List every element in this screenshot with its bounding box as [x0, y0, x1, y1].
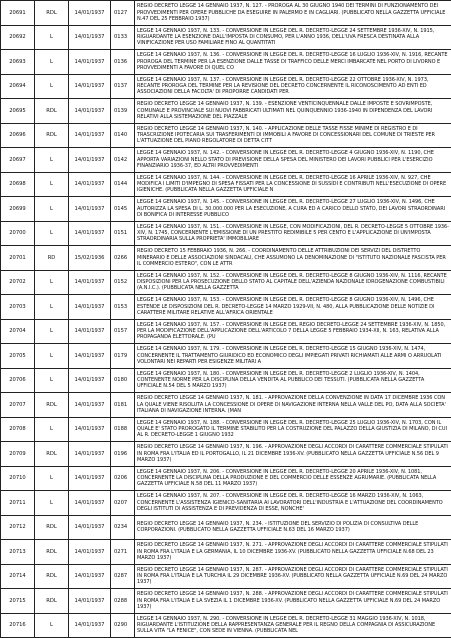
- act-number-cell: 20702: [1, 270, 35, 295]
- act-description-cell: [135, 466, 451, 491]
- act-page-cell: 0206: [111, 466, 135, 491]
- act-page-cell: 0181: [111, 393, 135, 418]
- act-description-text: LEGGE 14 GENNAIO 1937, N. 206. - CONVERSIONE IN LEGGE DEL R. DECRETO-LEGGE 20 APRILE 1936-XIV, N. 1081, CONCERNENTE LA DISCIPLINA DELLA PRODUZIONE E DEL COMMERCIO DELLE ESSENZE AGRUMARIE. (PUBBLICATA NELLA GAZZETTA UFFICIALE N.58 DEL 11 MARZO 1937): [137, 469, 449, 488]
- act-description-cell: [135, 344, 451, 369]
- act-description-cell: [135, 25, 451, 50]
- act-date-cell: 14/01/1937: [69, 197, 111, 222]
- act-number-cell: 20696: [1, 123, 35, 148]
- act-page-cell: 0288: [111, 589, 135, 614]
- act-page-cell: 0152: [111, 270, 135, 295]
- act-description-cell: [135, 417, 451, 442]
- act-number-cell: 20714: [1, 564, 35, 589]
- act-page-cell: 0179: [111, 344, 135, 369]
- table-row: [1, 221, 451, 246]
- act-description-text: LEGGE 14 GENNAIO 1937, N. 153. - CONVERSIONE IN LEGGE DEL R. DECRETO-LEGGE 8 GIUGNO 1936-XIV, N. 1496, CHE ESTENDE LE DISPOSIZIONI DEL R. DECRETO-LEGGE 14 MARZO 1929-VII, N. 480, ALLA PUBBLICAZIONE DELLE NOTIZIE DI CARATTERE MILITARE RELATIVE ALL'AFRICA ORIENTALE: [137, 297, 449, 316]
- act-type-cell: RDL: [35, 442, 69, 467]
- act-page-cell: 0136: [111, 50, 135, 75]
- act-number-cell: 20705: [1, 344, 35, 369]
- act-number-cell: 20707: [1, 393, 35, 418]
- act-date-cell: 14/01/1937: [69, 589, 111, 614]
- table-row: [1, 344, 451, 369]
- act-type-cell: L: [35, 466, 69, 491]
- act-number-cell: 20699: [1, 197, 35, 222]
- act-page-cell: 0157: [111, 319, 135, 344]
- act-date-cell: 14/01/1937: [69, 393, 111, 418]
- act-description-text: LEGGE 14 GENNAIO 1937, N. 152. - CONVERSIONE IN LEGGE DEL R. DECRETO-LEGGE 8 GIUGNO 1936-XIV, N. 1116, RECANTE DISPOSIZIONI PER LA PROSECUZIONE DELLO STATO AL CAPITALE DELL'AZIENDA NAZIONALE IDROGENAZIONE COMBUSTIBILI (A.N.I.C.). (PUBBLICATA NELLA GAZZETTA: [137, 273, 449, 292]
- act-type-cell: RDL: [35, 1, 69, 26]
- act-page-cell: 0234: [111, 515, 135, 540]
- act-date-cell: 14/01/1937: [69, 319, 111, 344]
- act-number-cell: 20701: [1, 246, 35, 271]
- act-type-cell: RDL: [35, 123, 69, 148]
- act-description-cell: [135, 172, 451, 197]
- act-description-cell: [135, 491, 451, 516]
- act-page-cell: 0145: [111, 197, 135, 222]
- table-row: [1, 589, 451, 614]
- act-page-cell: 0133: [111, 25, 135, 50]
- table-row: [1, 172, 451, 197]
- table-row: [1, 564, 451, 589]
- table-row: [1, 99, 451, 124]
- act-description-cell: [135, 540, 451, 565]
- act-type-cell: RD: [35, 246, 69, 271]
- act-type-cell: L: [35, 50, 69, 75]
- act-type-cell: L: [35, 172, 69, 197]
- table-row: [1, 491, 451, 516]
- act-page-cell: 0207: [111, 491, 135, 516]
- act-description-cell: [135, 295, 451, 320]
- table-row: [1, 295, 451, 320]
- act-number-cell: 20694: [1, 74, 35, 99]
- act-description-cell: [135, 99, 451, 124]
- act-number-cell: 20693: [1, 50, 35, 75]
- table-row: [1, 417, 451, 442]
- act-description-cell: [135, 74, 451, 99]
- act-description-cell: [135, 246, 451, 271]
- act-page-cell: 0140: [111, 123, 135, 148]
- table-row: [1, 50, 451, 75]
- act-type-cell: L: [35, 344, 69, 369]
- act-description-cell: [135, 123, 451, 148]
- act-number-cell: 20708: [1, 417, 35, 442]
- act-page-cell: 0137: [111, 74, 135, 99]
- act-date-cell: 14/01/1937: [69, 270, 111, 295]
- act-type-cell: L: [35, 25, 69, 50]
- act-type-cell: L: [35, 491, 69, 516]
- act-date-cell: 14/01/1937: [69, 148, 111, 173]
- table-row: [1, 74, 451, 99]
- act-type-cell: RDL: [35, 540, 69, 565]
- act-date-cell: 14/01/1937: [69, 515, 111, 540]
- act-description-text: LEGGE 14 GENNAIO 1937, N. 133. - CONVERSIONE IN LEGGE DEL R. DECRETO-LEGGE 24 SETTEMBRE 1936-XIV, N. 1915, RIGUARDANTE LA ESENZIONE DALL'IMPOSTA DI CONSUMO, PER L'ANNO 1936, DELL'UVA FRESCA DESTINATA ALLA VINIFICAZIONE PER USO FAMILIARE FINO AL QUANTITATI: [137, 28, 449, 47]
- act-number-cell: 20704: [1, 319, 35, 344]
- act-description-text: REGIO DECRETO LEGGE 14 GENNAIO 1937, N. 288. - APPROVAZIONE DEGLI ACCORDI DI CARATTERE COMMERCIALE STIPULATI IN ROMA FRA L'ITALIA E LA SVEZIA IL 1 DICEMBRE 1936-XV. (PUBBLICATO NELLA GAZZETTA UFFICIALE N.69 DEL 24 MARZO 1937): [137, 591, 449, 610]
- act-type-cell: L: [35, 319, 69, 344]
- table-row: [1, 270, 451, 295]
- table-row: [1, 246, 451, 271]
- act-page-cell: 0180: [111, 368, 135, 393]
- act-page-cell: 0287: [111, 564, 135, 589]
- act-description-cell: [135, 515, 451, 540]
- act-description-cell: [135, 50, 451, 75]
- table-row: [1, 540, 451, 565]
- act-type-cell: L: [35, 148, 69, 173]
- act-description-cell: [135, 1, 451, 26]
- act-number-cell: 20700: [1, 221, 35, 246]
- act-description-text: LEGGE 14 GENNAIO 1937, N. 151. - CONVERSIONE IN LEGGE, CON MODIFICAZIONI, DEL R. DECRETO-LEGGE 5 OTTOBRE 1936-XIV, N. 1745, CONCERNENTE L'EMISSIONE DI UN PRESTITO REDIMIBILE 5 PER CENTO E L'APPLICAZIONE DI UN'IMPOSTA STRAORDINARIA SULLA PROPRIETA' IMMOBILIARE: [137, 224, 449, 243]
- act-type-cell: RDL: [35, 589, 69, 614]
- table-row: [1, 197, 451, 222]
- act-type-cell: L: [35, 74, 69, 99]
- act-description-text: LEGGE 14 GENNAIO 1937, N. 188. - CONVERSIONE IN LEGGE DEL R. DECRETO-LEGGE 25 LUGLIO 1936-XIV, N. 1703, CON IL QUALE E' STATO PROROGATO IL TERMINE STABILITO PER LA COSTRUZIONE DEL PALAZZO DELLA GIUSTIZIA DI MILANO, DI CUI AL R. DECRETO-LEGGE 1 GIUGNO 1932: [137, 420, 449, 439]
- act-date-cell: 14/01/1937: [69, 344, 111, 369]
- act-description-text: REGIO DECRETO LEGGE 14 GENNAIO 1937, N. 196. - APPROVAZIONE DEGLI ACCORDI DI CARATTERE COMMERCIALE STIPULATI IN ROMA FRA L'ITALIA ED IL PORTOGALLO, IL 21 DICEMBRE 1936-XV. (PUBBLICATO NELLA GAZZETTA UFFICIALE N.56 DEL 9 MARZO 1937): [137, 444, 449, 463]
- table-row: [1, 515, 451, 540]
- act-description-cell: [135, 613, 451, 638]
- act-description-text: LEGGE 14 GENNAIO 1937, N. 136. - CONVERSIONE IN LEGGE DEL R. DECRETO-LEGGE 16 LUGLIO 1936-XIV, N. 1916, RECANTE PROROGA DEL TERMINE PER LA ESENZIONE DALLE TASSE DI TRAFFICO DELLE MERCI IMBARCATE NEL PORTO DI LIVORNO E PROVVEDIMENTI A FAVORE DI QUEL CO: [137, 52, 449, 71]
- act-description-text: REGIO DECRETO LEGGE 14 GENNAIO 1937, N. 139. - ESENZIONE VENTICINQUENNALE DALLE IMPOSTE E SOVRIMPOSTE, COMUNALE E PROVINCIALE SUI NUOVI FABBRICATI ULTIMATI NEL QUINQUENNIO 1936-1940 IN DIPENDENZA DEL LAVORI RELATIVI ALLA SISTEMAZIONE DEL PIAZZALE: [137, 101, 449, 120]
- act-description-text: REGIO DECRETO LEGGE 14 GENNAIO 1937, N. 140. - APPLICAZIONE DELLE TASSE FISSE MINIME DI REGISTRO E DI TRASCRIZIONE IPOTECARIA SUI TRASFERIMENTI DI IMMOBILI A FAVORE DI CONCESSIONARI DEL COMUNE DI TRIESTE PER L'ATTUAZIONE DEL PIANO REGOLATORE DI DETTA CITT: [137, 126, 449, 145]
- table-row: [1, 442, 451, 467]
- act-type-cell: L: [35, 270, 69, 295]
- act-date-cell: 14/01/1937: [69, 466, 111, 491]
- act-description-text: LEGGE 14 GENNAIO 1937, N. 144. - CONVERSIONE IN LEGGE DEL R. DECRETO-LEGGE 16 APRILE 1936-XIV, N. 927, CHE MODIFICA I LIMITI D'IMPEGNO DI SPESA FISSATI PER LA CONCESSIONE DI SUSSIDI E CONTRIBUTI NELL'ESECUZIONE DI OPERE IGIENICHE. (PUBBLICATA NELLA GAZZETTA UFFICIALE N: [137, 175, 449, 194]
- table-row: [1, 1, 451, 26]
- act-description-text: LEGGE 14 GENNAIO 1937, N. 179. - CONVERSIONE IN LEGGE DEL R. DECRETO-LEGGE 15 GIUGNO 1936-XIV, N. 1474, CONCERNENTE IL TRATTAMENTO GIURIDICO ED ECONOMICO DEGLI IMPIEGATI PRIVATI RICHIAMATI ALLE ARMI O ARRUOLATI VOLONTARI NEI REPARTI PER ESIGENZE MILITARI A: [137, 346, 449, 365]
- act-number-cell: 20710: [1, 466, 35, 491]
- act-description-cell: [135, 270, 451, 295]
- act-number-cell: 20703: [1, 295, 35, 320]
- act-page-cell: 0139: [111, 99, 135, 124]
- act-date-cell: 15/02/1936: [69, 246, 111, 271]
- act-date-cell: 14/01/1937: [69, 295, 111, 320]
- act-page-cell: 0153: [111, 295, 135, 320]
- act-page-cell: 0151: [111, 221, 135, 246]
- act-description-cell: [135, 319, 451, 344]
- act-page-cell: 0127: [111, 1, 135, 26]
- act-date-cell: 14/01/1937: [69, 564, 111, 589]
- act-type-cell: L: [35, 295, 69, 320]
- act-date-cell: 14/01/1937: [69, 540, 111, 565]
- act-description-text: LEGGE 14 GENNAIO 1937, N. 290. - CONVERSIONE IN LEGGE DEL R. DECRETO-LEGGE 31 MAGGIO 1936-XIV, N. 1018, RIGUARDANTE L'ISTITUZIONE DELLA RAPPRESENTANZA GENERALE PER IL REGNO DELLA COMPAGNIA DI ASSICURAZIONE SULLA VITA "LA FENICE", CON SEDE IN VIENNA. (PUBBLICATA NEL: [137, 616, 449, 635]
- act-type-cell: L: [35, 197, 69, 222]
- act-page-cell: 0142: [111, 148, 135, 173]
- act-number-cell: 20713: [1, 540, 35, 565]
- act-description-text: REGIO DECRETO LEGGE 14 GENNAIO 1937, N. 234. - ISTITUZIONE DEL SERVIZIO DI POLIZIA DI CONSULTIVA DELLE CORPORAZIONI. (PUBBLICATO NELLA GAZZETTA UFFICIALE N.63 DEL 16 MARZO 1937): [137, 521, 449, 533]
- table-row: [1, 319, 451, 344]
- act-date-cell: 14/01/1937: [69, 172, 111, 197]
- act-date-cell: 14/01/1937: [69, 613, 111, 638]
- act-number-cell: 20711: [1, 491, 35, 516]
- act-type-cell: RDL: [35, 99, 69, 124]
- act-date-cell: 14/01/1937: [69, 50, 111, 75]
- table-row: [1, 25, 451, 50]
- act-type-cell: RDL: [35, 564, 69, 589]
- table-row: [1, 148, 451, 173]
- act-date-cell: 14/01/1937: [69, 1, 111, 26]
- act-description-text: LEGGE 14 GENNAIO 1937, N. 145. - CONVERSIONE IN LEGGE DEL R. DECRETO-LEGGE 27 LUGLIO 1936-XIV, N. 1496, CHE AUTORIZZA LA SPESA DI L. 30.000.000 PER LA ESECUZIONE, A CURA ED A CARICO DELLO STATO, DEI LAVORI STRAORDINARI DI BONIFICA DI INTERESSE PUBBLICO: [137, 199, 449, 218]
- act-page-cell: 0271: [111, 540, 135, 565]
- act-number-cell: 20691: [1, 1, 35, 26]
- act-date-cell: 14/01/1937: [69, 417, 111, 442]
- act-number-cell: 20706: [1, 368, 35, 393]
- act-type-cell: L: [35, 613, 69, 638]
- act-description-text: LEGGE 14 GENNAIO 1937, N. 157. - CONVERSIONE IN LEGGE DEL REGIO DECRETO-LEGGE 24 SETTEMBRE 1936-XIV, N. 1850, PER LA MODIFICAZIONE DELL'APPLICAZIONE DELL'ARTICOLO 7 DELLA LEGGE 5 FEBBRAIO 1934-XII, N. 163, RELATIVA ALLA PROPAGANDA ELETTORALE. (PU: [137, 322, 449, 341]
- act-date-cell: 14/01/1937: [69, 123, 111, 148]
- act-date-cell: 14/01/1937: [69, 368, 111, 393]
- table-row: [1, 613, 451, 638]
- table-row: [1, 123, 451, 148]
- act-description-cell: [135, 393, 451, 418]
- act-page-cell: 0144: [111, 172, 135, 197]
- act-description-text: LEGGE 14 GENNAIO 1937, N. 137. - CONVERSIONE IN LEGGE DEL R. DECRETO-LEGGE 22 OTTOBRE 1936-XIV, N. 1973, RECANTE PROROGA DEL TERMINE PER LA REVISIONE DEL DECRETO CONCERNENTE IL RICONOSCIMENTO AD ENTI ED ASSOCIAZIONI DELLA FACOLTA' DI PROPORRE CANDIDATI PER: [137, 77, 449, 96]
- act-description-cell: [135, 148, 451, 173]
- act-description-cell: [135, 564, 451, 589]
- act-description-text: LEGGE 14 GENNAIO 1937, N. 207. - CONVERSIONE IN LEGGE DEL R. DECRETO-LEGGE 16 MARZO 1936-XIV, N. 1063, CONCERNENTE L'ASSISTENZA IGIENICO-SANITARIA AI LAVORATORI DELL'INDUSTRIA E L'ATTUAZIONE DEL COORDINAMENTO DEGLI ISTITUTI DI ASSISTENZA E DI PREVIDENZA DI ESSE, NONCHE': [137, 493, 449, 512]
- act-number-cell: 20712: [1, 515, 35, 540]
- act-description-text: LEGGE 14 GENNAIO 1937, N. 180. - CONVERSIONE IN LEGGE DEL R. DECRETO-LEGGE 2 LUGLIO 1936-XIV, N. 1404, CONTENENTE NORME PER LA DISCIPLINA DELLA VENDITA AL PUBBLICO DEI TESSUTI. (PUBBLICATA NELLA GAZZETTA UFFICIALE N.54 DEL 5 MARZO 1937): [137, 371, 449, 390]
- act-description-text: REGIO DECRETO 15 FEBBRAIO 1936, N. 266. - COORDINAMENTO DELLE ATTRIBUZIONI DEI SERVIZI DEL DISTRETTO MINERARIO E DELLE ASSOCIAZIONI SINDACALI, CHE ASSUMONO LA DENOMINAZIONE DI "ISTITUTO NAZIONALE FASCISTA PER IL COMMERCIO ESTERO", CON LE ATTR: [137, 248, 449, 267]
- act-page-cell: 0188: [111, 417, 135, 442]
- act-type-cell: RDL: [35, 393, 69, 418]
- act-description-cell: [135, 589, 451, 614]
- act-type-cell: RDL: [35, 515, 69, 540]
- act-date-cell: 14/01/1937: [69, 25, 111, 50]
- act-date-cell: 14/01/1937: [69, 99, 111, 124]
- acts-register-body: [1, 1, 451, 638]
- act-description-cell: [135, 442, 451, 467]
- act-description-text: REGIO DECRETO LEGGE 14 GENNAIO 1937, N. 287. - APPROVAZIONE DEGLI ACCORDI DI CARATTERE COMMERCIALE STIPULATI IN ROMA FRA L'ITALIA E LA TURCHIA IL 29 DICEMBRE 1936-XV. (PUBBLICATO NELLA GAZZETTA UFFICIALE N.69 DEL 24 MARZO 1937): [137, 567, 449, 586]
- act-date-cell: 14/01/1937: [69, 442, 111, 467]
- act-description-text: REGIO DECRETO LEGGE 14 GENNAIO 1937, N. 271. - APPROVAZIONE DEGLI ACCORDI DI CARATTERE COMMERCIALE STIPULATI IN ROMA FRA L'ITALIA E LA GERMANIA, IL 10 DICEMBRE 1936-XV. (PUBBLICATO NELLA GAZZETTA UFFICIALE N.68 DEL 23 MARZO 1937): [137, 542, 449, 561]
- act-description-cell: [135, 368, 451, 393]
- act-description-cell: [135, 197, 451, 222]
- act-number-cell: 20695: [1, 99, 35, 124]
- act-number-cell: 20692: [1, 25, 35, 50]
- act-number-cell: 20697: [1, 148, 35, 173]
- act-description-text: REGIO DECRETO LEGGE 14 GENNAIO 1937, N. 181. - APPROVAZIONE DELLA CONVENZIONE IN DATA 17 DICEMBRE 1936 CON LA QUALE VIENE RISOLUTA LA CONCESSIONE DI OPERE DI NAVIGAZIONE INTERNA NELLA VALLE DEL PO, DATA ALLA SOCIETA' ITALIANA DI NAVIGAZIONE INTERNA. (MAN: [137, 395, 449, 414]
- act-date-cell: 14/01/1937: [69, 491, 111, 516]
- act-description-text: REGIO DECRETO LEGGE 14 GENNAIO 1937, N. 127. - PROROGA AL 30 GIUGNO 1940 DEI TERMINI DI FUNZIONAMENTO DEI PROVVEDIMENTI PER OPERE PUBBLICHE DA ESEGUIRE IN PALERMO E IN CAGLIARI. (PUBBLICATO NELLA GAZZETTA UFFICIALE N.47 DEL 25 FEBBRAIO 1937): [137, 3, 449, 22]
- act-description-cell: [135, 221, 451, 246]
- act-number-cell: 20709: [1, 442, 35, 467]
- table-row: [1, 368, 451, 393]
- act-type-cell: L: [35, 368, 69, 393]
- act-date-cell: 14/01/1937: [69, 221, 111, 246]
- table-row: [1, 466, 451, 491]
- table-row: [1, 393, 451, 418]
- act-number-cell: 20715: [1, 589, 35, 614]
- act-type-cell: L: [35, 417, 69, 442]
- act-page-cell: 0290: [111, 613, 135, 638]
- act-page-cell: 0266: [111, 246, 135, 271]
- act-number-cell: 20716: [1, 613, 35, 638]
- act-page-cell: 0196: [111, 442, 135, 467]
- act-number-cell: 20698: [1, 172, 35, 197]
- act-description-text: LEGGE 14 GENNAIO 1937, N. 142. - CONVERSIONE IN LEGGE DEL R. DECRETO-LEGGE 4 GIUGNO 1936-XIV, N. 1190, CHE APPORTA VARIAZIONI NELLO STATO DI PREVISIONE DELLA SPESA DEL MINISTERO DEI LAVORI PUBBLICI PER L'ESERCIZIO FINANZIARIO 1936-37, ED ALTRI PROVVEDIMENTI: [137, 150, 449, 169]
- act-date-cell: 14/01/1937: [69, 74, 111, 99]
- act-type-cell: L: [35, 221, 69, 246]
